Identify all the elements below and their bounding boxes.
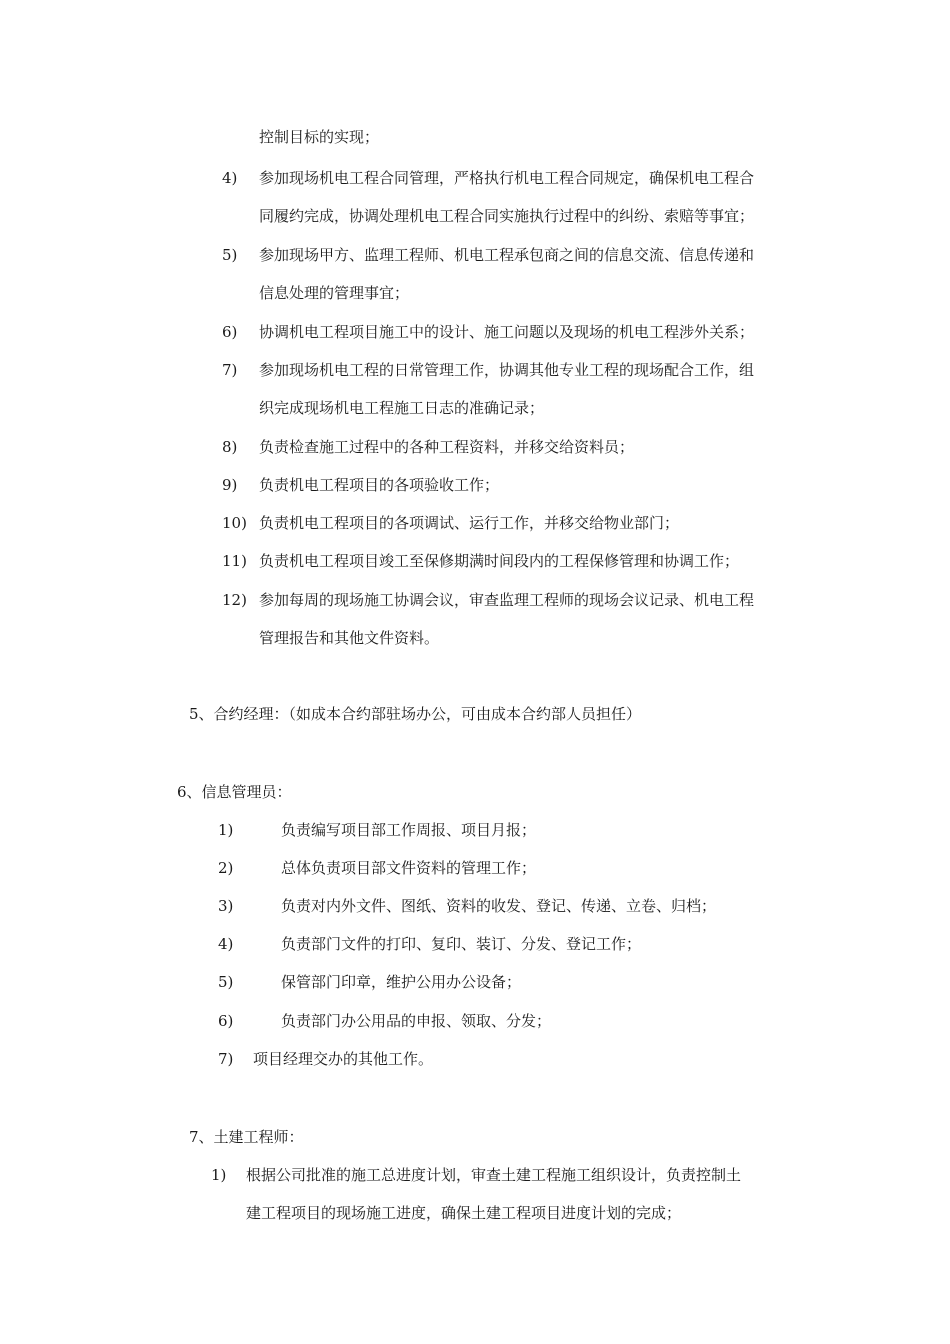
- list-item-text: 建工程项目的现场施工进度，确保土建工程项目进度计划的完成；: [246, 1204, 682, 1222]
- paragraph-continuation: 控制目标的实现；: [259, 128, 380, 146]
- list-item-number: 6): [218, 1012, 234, 1030]
- list-item-text: 项目经理交办的其他工作。: [253, 1050, 434, 1068]
- list-item-number: 11): [222, 552, 247, 570]
- list-item-text: 管理报告和其他文件资料。: [259, 629, 440, 647]
- list-item-number: 2): [218, 859, 234, 877]
- list-item-text: 信息处理的管理事宜；: [259, 284, 410, 302]
- list-item-number: 1): [218, 821, 234, 839]
- list-item-text: 织完成现场机电工程施工日志的准确记录；: [259, 399, 545, 417]
- list-item-text: 根据公司批准的施工总进度计划，审查土建工程施工组织设计，负责控制土: [246, 1166, 742, 1184]
- list-item-text: 负责机电工程项目的各项调试、运行工作，并移交给物业部门；: [259, 514, 680, 532]
- list-item-number: 5): [218, 973, 234, 991]
- list-item-text: 负责对内外文件、图纸、资料的收发、登记、传递、立卷、归档；: [281, 897, 717, 915]
- list-item-text: 负责编写项目部工作周报、项目月报；: [281, 821, 537, 839]
- list-item-text: 保管部门印章，维护公用办公设备；: [281, 973, 522, 991]
- list-item-number: 10): [222, 514, 247, 532]
- list-item-text: 总体负责项目部文件资料的管理工作；: [281, 859, 537, 877]
- list-item-text: 协调机电工程项目施工中的设计、施工问题以及现场的机电工程涉外关系；: [259, 323, 755, 341]
- list-item-number: 6): [222, 323, 238, 341]
- list-item-text: 负责机电工程项目竣工至保修期满时间段内的工程保修管理和协调工作；: [259, 552, 740, 570]
- list-item-number: 3): [218, 897, 234, 915]
- list-item-number: 9): [222, 476, 238, 494]
- list-item-text: 负责部门文件的打印、复印、装订、分发、登记工作；: [281, 935, 642, 953]
- list-item-number: 4): [222, 169, 238, 187]
- list-item-number: 4): [218, 935, 234, 953]
- list-item-text: 参加现场机电工程的日常管理工作，协调其他专业工程的现场配合工作，组: [259, 361, 755, 379]
- list-item-text: 负责部门办公用品的申报、领取、分发；: [281, 1012, 552, 1030]
- list-item-text: 负责机电工程项目的各项验收工作；: [259, 476, 500, 494]
- list-item-number: 5): [222, 246, 238, 264]
- section-heading: 7、土建工程师：: [189, 1128, 304, 1146]
- list-item-number: 12): [222, 591, 247, 609]
- list-item-text: 参加现场甲方、监理工程师、机电工程承包商之间的信息交流、信息传递和: [259, 246, 755, 264]
- list-item-text: 负责检查施工过程中的各种工程资料，并移交给资料员；: [259, 438, 635, 456]
- list-item-text: 同履约完成，协调处理机电工程合同实施执行过程中的纠纷、索赔等事宜；: [259, 207, 755, 225]
- list-item-text: 参加现场机电工程合同管理，严格执行机电工程合同规定，确保机电工程合: [259, 169, 755, 187]
- list-item-number: 7): [218, 1050, 234, 1068]
- section-heading: 5、合约经理：（如成本合约部驻场办公，可由成本合约部人员担任）: [189, 705, 642, 723]
- list-item-number: 1): [211, 1166, 227, 1184]
- list-item-number: 7): [222, 361, 238, 379]
- list-item-text: 参加每周的现场施工协调会议，审查监理工程师的现场会议记录、机电工程: [259, 591, 755, 609]
- section-heading: 6、信息管理员：: [177, 783, 292, 801]
- list-item-number: 8): [222, 438, 238, 456]
